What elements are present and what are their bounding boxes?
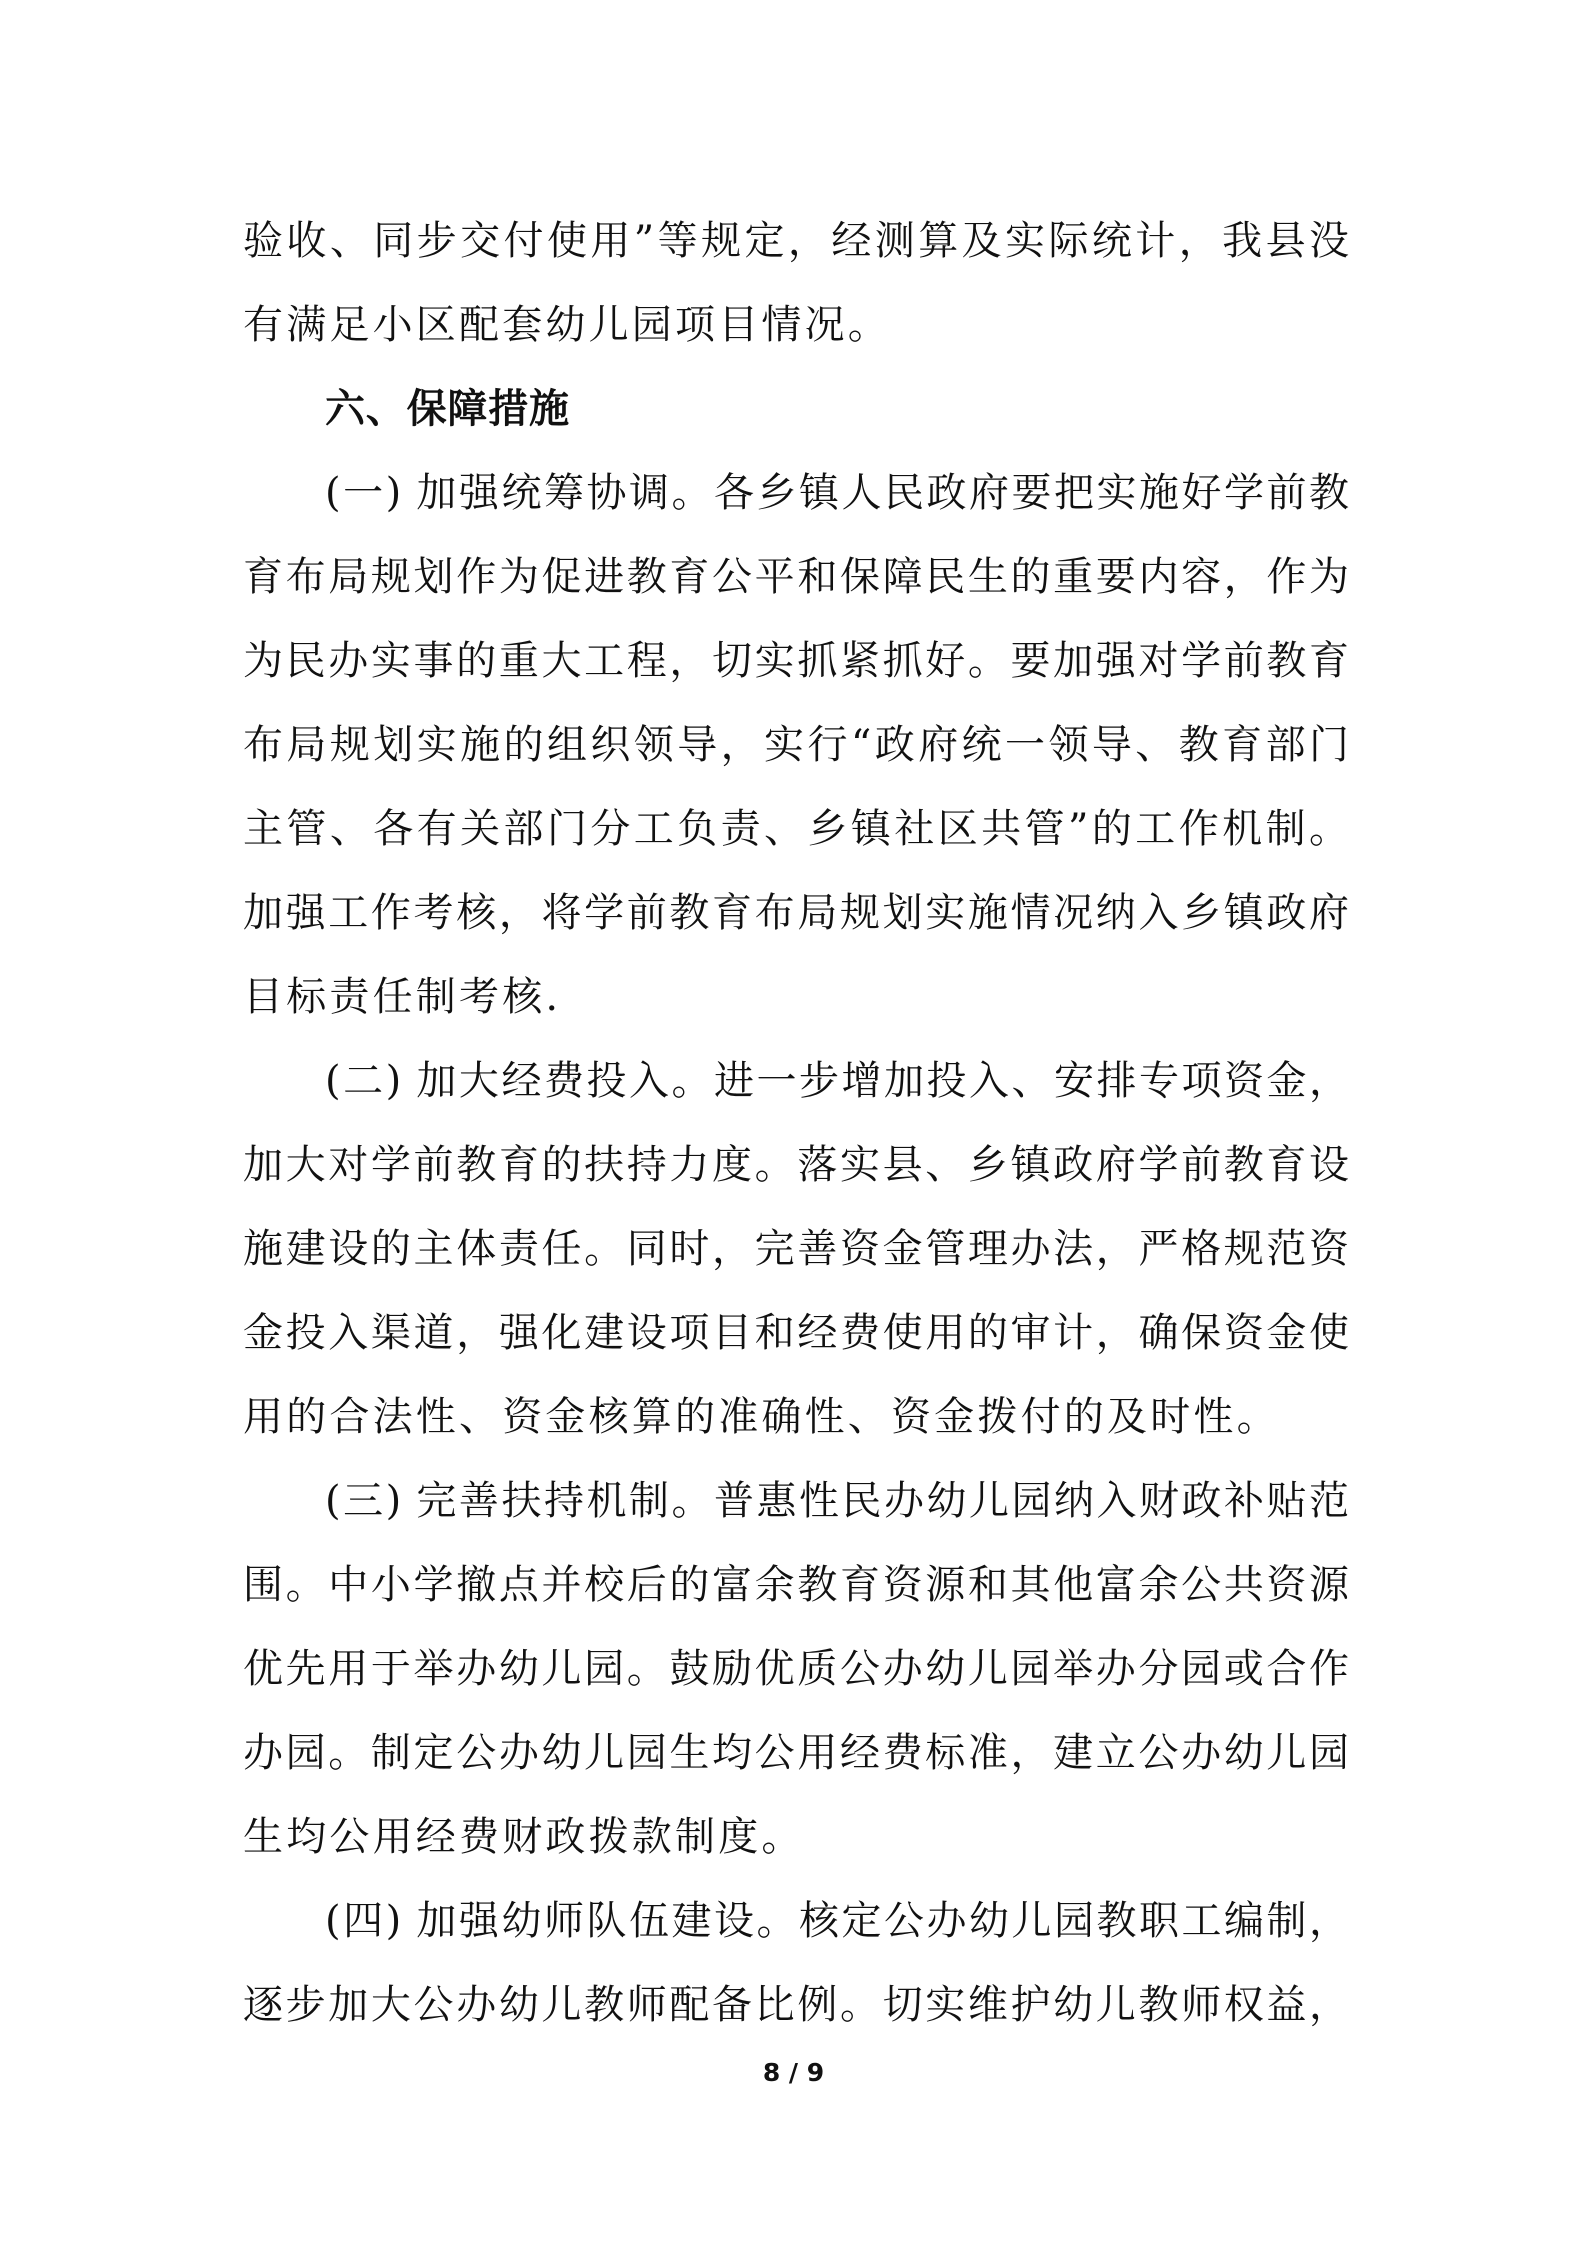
paragraph-first-line: (三) 完善扶持机制。普惠性民办幼儿园纳入财政补贴范 [325,1478,1349,1524]
body-line: 施建设的主体责任。同时，完善资金管理办法，严格规范资 [243,1226,1349,1272]
body-line: 生均公用经费财政拨款制度。 [243,1814,805,1860]
body-line: 布局规划实施的组织领导，实行“政府统一领导、教育部门 [243,722,1349,768]
paragraph-first-line: (一) 加强统筹协调。各乡镇人民政府要把实施好学前教 [325,470,1349,516]
page-number: 8 / 9 [762,2058,825,2087]
body-line: 办园。制定公办幼儿园生均公用经费标准，建立公办幼儿园 [243,1730,1349,1776]
body-line: 加强工作考核，将学前教育布局规划实施情况纳入乡镇政府 [243,890,1349,936]
section-heading: 六、保障措施 [325,386,570,432]
paragraph-first-line: (四) 加强幼师队伍建设。核定公办幼儿园教职工编制， [325,1898,1349,1944]
body-line: 育布局规划作为促进教育公平和保障民生的重要内容，作为 [243,554,1349,600]
body-line: 优先用于举办幼儿园。鼓励优质公办幼儿园举办分园或合作 [243,1646,1349,1692]
body-line: 目标责任制考核. [243,974,562,1020]
body-line: 主管、各有关部门分工负责、乡镇社区共管”的工作机制。 [243,806,1349,852]
body-line: 有满足小区配套幼儿园项目情况。 [243,302,891,348]
body-line: 逐步加大公办幼儿教师配备比例。切实维护幼儿教师权益， [243,1982,1349,2028]
body-line: 金投入渠道，强化建设项目和经费使用的审计，确保资金使 [243,1310,1349,1356]
body-line: 用的合法性、资金核算的准确性、资金拨付的及时性。 [243,1394,1280,1440]
body-line: 加大对学前教育的扶持力度。落实县、乡镇政府学前教育设 [243,1142,1349,1188]
paragraph-first-line: (二) 加大经费投入。进一步增加投入、安排专项资金， [325,1058,1349,1104]
page-body [243,199,1349,2047]
body-line: 围。中小学撤点并校后的富余教育资源和其他富余公共资源 [243,1562,1349,1608]
body-line: 验收、同步交付使用”等规定，经测算及实际统计，我县没 [243,218,1349,264]
body-line: 为民办实事的重大工程，切实抓紧抓好。要加强对学前教育 [243,638,1349,684]
